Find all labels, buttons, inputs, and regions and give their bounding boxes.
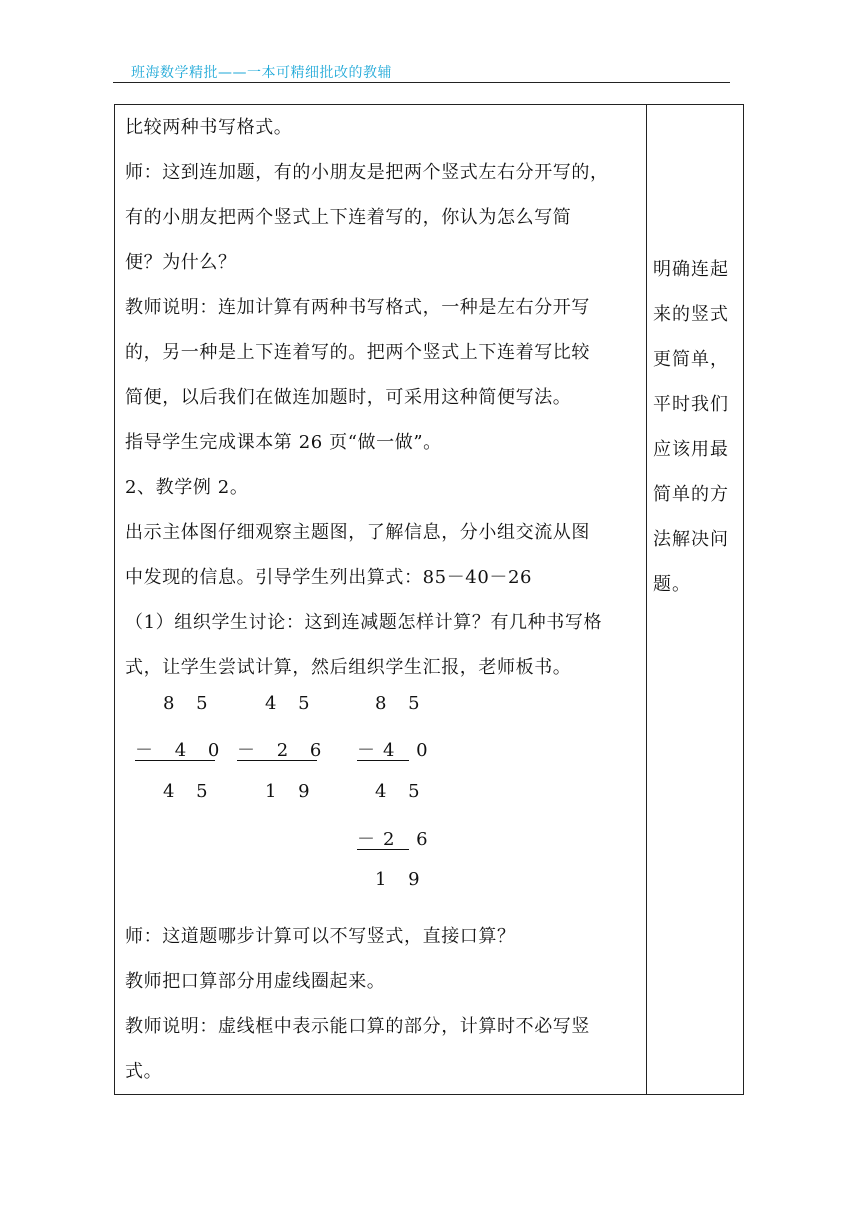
calc-c-underline-2 bbox=[357, 849, 409, 850]
main-column bbox=[125, 105, 643, 1094]
text-line: 师：这道题哪步计算可以不写竖式，直接口算？ bbox=[125, 926, 516, 947]
calc-c-middle: 4 5 bbox=[375, 781, 428, 802]
text-line: 式，让学生尝试计算，然后组织学生汇报，老师板书。 bbox=[125, 657, 572, 678]
side-note-line: 更简单， bbox=[653, 349, 729, 370]
calc-c-top: 8 5 bbox=[375, 693, 428, 714]
calc-b-subtrahend: － 2 6 bbox=[237, 740, 330, 761]
calc-c-underline-1 bbox=[357, 760, 409, 761]
side-note-line: 简单的方 bbox=[653, 484, 729, 505]
header-title: 班海数学精批——一本可精细批改的教辅 bbox=[131, 65, 392, 81]
column-divider bbox=[646, 105, 647, 1094]
text-line: 简便，以后我们在做连加题时，可采用这种简便写法。 bbox=[125, 387, 572, 408]
text-line: 的，另一种是上下连着写的。把两个竖式上下连着写比较 bbox=[125, 342, 590, 363]
text-line: 2、教学例 2。 bbox=[125, 477, 249, 498]
side-note-line: 明确连起 bbox=[653, 259, 729, 280]
calc-a-subtrahend: － 4 0 bbox=[135, 740, 228, 761]
calc-c-result: 1 9 bbox=[375, 869, 428, 890]
text-line: 有的小朋友把两个竖式上下连着写的，你认为怎么写简 bbox=[125, 207, 572, 228]
side-note-line: 应该用最 bbox=[653, 439, 729, 460]
side-note-line: 题。 bbox=[653, 574, 691, 595]
text-line: 教师说明：虚线框中表示能口算的部分，计算时不必写竖 bbox=[125, 1016, 590, 1037]
calc-c-subtrahend-1: －4 0 bbox=[357, 740, 436, 761]
text-line: 指导学生完成课本第 26 页“做一做”。 bbox=[125, 432, 442, 453]
calc-a-result: 4 5 bbox=[163, 781, 216, 802]
text-line: 出示主体图仔细观察主题图，了解信息，分小组交流从图 bbox=[125, 522, 590, 543]
calc-c-subtrahend-2: －2 6 bbox=[357, 829, 436, 850]
lesson-table bbox=[114, 104, 744, 1095]
text-line: 师：这到连加题，有的小朋友是把两个竖式左右分开写的， bbox=[125, 162, 609, 183]
calc-a-underline bbox=[135, 760, 215, 761]
side-note-line: 平时我们 bbox=[653, 394, 729, 415]
calc-b-top: 4 5 bbox=[265, 693, 318, 714]
text-line: 式。 bbox=[125, 1061, 163, 1082]
header-divider bbox=[113, 82, 730, 83]
side-note-line: 法解决问 bbox=[653, 529, 729, 550]
text-line: 便？为什么？ bbox=[125, 252, 237, 273]
side-note-column bbox=[653, 247, 739, 607]
text-line: （1）组织学生讨论：这到连减题怎样计算？有几种书写格 bbox=[125, 612, 603, 633]
text-line: 比较两种书写格式。 bbox=[125, 117, 293, 138]
text-line: 教师把口算部分用虚线圈起来。 bbox=[125, 971, 386, 992]
calc-b-underline bbox=[237, 760, 317, 761]
text-line: 教师说明：连加计算有两种书写格式，一种是左右分开写 bbox=[125, 297, 590, 318]
vertical-calculations bbox=[125, 690, 643, 914]
calc-a-top: 8 5 bbox=[163, 693, 216, 714]
text-line: 中发现的信息。引导学生列出算式：85－40－26 bbox=[125, 567, 533, 588]
side-note-line: 来的竖式 bbox=[653, 304, 729, 325]
calc-b-result: 1 9 bbox=[265, 781, 318, 802]
